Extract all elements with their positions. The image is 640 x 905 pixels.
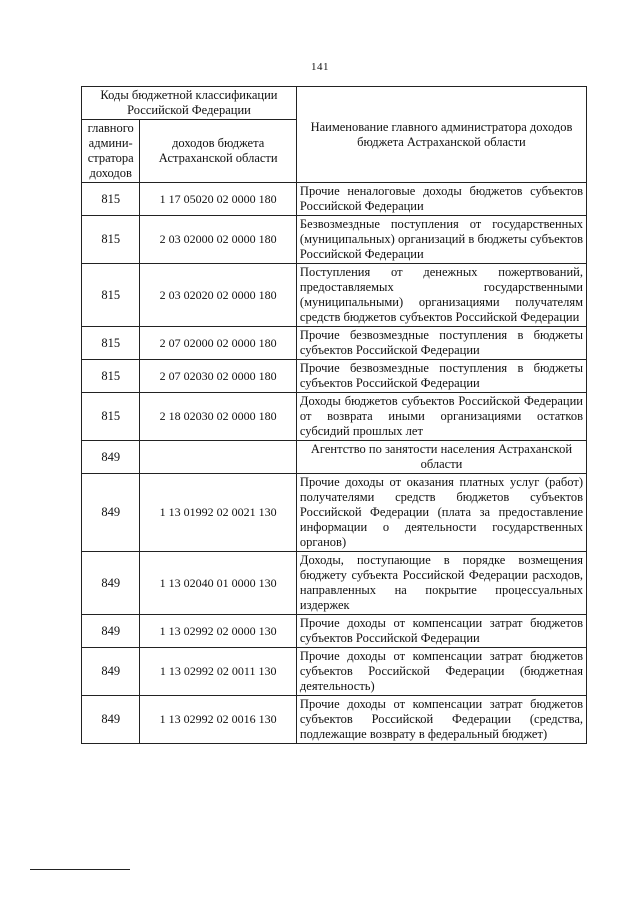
header-revenue-code: доходов бюджета Астраханской области xyxy=(140,120,297,183)
name-cell: Прочие доходы от компенсации затрат бюджетов субъектов Российской Федерации (средства, подлежащие возврату в федеральный бюджет) xyxy=(296,696,586,744)
name-cell: Прочие доходы от компенсации затрат бюджетов субъектов Российской Федерации xyxy=(296,615,586,648)
admin-code-cell: 815 xyxy=(82,327,140,360)
budget-classification-table xyxy=(81,86,587,744)
revenue-code-cell: 2 07 02000 02 0000 180 xyxy=(140,327,297,360)
admin-code-cell: 815 xyxy=(82,393,140,441)
admin-code-cell: 815 xyxy=(82,216,140,264)
footnote-rule xyxy=(30,869,130,870)
revenue-code-cell: 1 13 02040 01 0000 130 xyxy=(140,552,297,615)
name-cell: Безвозмездные поступления от государственных (муниципальных) организаций в бюджеты субъектов Российской Федерации xyxy=(296,216,586,264)
table-row xyxy=(82,264,587,327)
header-main-administrator: главного админи-стратора доходов xyxy=(82,120,140,183)
admin-code-cell: 849 xyxy=(82,615,140,648)
table-row xyxy=(82,552,587,615)
revenue-code-cell: 1 13 02992 02 0016 130 xyxy=(140,696,297,744)
revenue-code-cell: 2 03 02000 02 0000 180 xyxy=(140,216,297,264)
admin-code-cell: 815 xyxy=(82,360,140,393)
revenue-code-cell xyxy=(140,441,297,474)
table-row xyxy=(82,327,587,360)
name-cell: Прочие безвозмездные поступления в бюджеты субъектов Российской Федерации xyxy=(296,360,586,393)
table-row xyxy=(82,183,587,216)
revenue-code-cell: 1 17 05020 02 0000 180 xyxy=(140,183,297,216)
admin-code-cell: 815 xyxy=(82,183,140,216)
revenue-code-cell: 2 07 02030 02 0000 180 xyxy=(140,360,297,393)
admin-code-cell: 849 xyxy=(82,441,140,474)
table-row xyxy=(82,360,587,393)
table-row xyxy=(82,696,587,744)
revenue-code-cell: 1 13 01992 02 0021 130 xyxy=(140,474,297,552)
agency-name-cell: Агентство по занятости населения Астраханской области xyxy=(296,441,586,474)
revenue-code-cell: 1 13 02992 02 0000 130 xyxy=(140,615,297,648)
name-cell: Доходы, поступающие в порядке возмещения бюджету субъекта Российской Федерации расходов, направленных на покрытие процессуальных издержек xyxy=(296,552,586,615)
table-row xyxy=(82,474,587,552)
name-cell: Прочие доходы от оказания платных услуг (работ) получателями средств бюджетов субъектов Российской Федерации (плата за предоставление информации о деятельности государственных органов) xyxy=(296,474,586,552)
table-row xyxy=(82,615,587,648)
table-header xyxy=(82,87,587,183)
header-classification-codes: Коды бюджетной классификации Российской Федерации xyxy=(82,87,297,120)
table-row xyxy=(82,216,587,264)
revenue-code-cell: 2 03 02020 02 0000 180 xyxy=(140,264,297,327)
name-cell: Поступления от денежных пожертвований, предоставляемых государственными (муниципальными) организациями получателям средств бюджетов субъектов Российской Федерации xyxy=(296,264,586,327)
admin-code-cell: 815 xyxy=(82,264,140,327)
name-cell: Прочие доходы от компенсации затрат бюджетов субъектов Российской Федерации (бюджетная деятельность) xyxy=(296,648,586,696)
name-cell: Прочие неналоговые доходы бюджетов субъектов Российской Федерации xyxy=(296,183,586,216)
admin-code-cell: 849 xyxy=(82,474,140,552)
revenue-code-cell: 2 18 02030 02 0000 180 xyxy=(140,393,297,441)
table-body xyxy=(82,183,587,744)
header-administrator-name: Наименование главного администратора доходов бюджета Астраханской области xyxy=(296,87,586,183)
admin-code-cell: 849 xyxy=(82,552,140,615)
name-cell: Прочие безвозмездные поступления в бюджеты субъектов Российской Федерации xyxy=(296,327,586,360)
page-number: 141 xyxy=(311,61,329,73)
admin-code-cell: 849 xyxy=(82,696,140,744)
table-row xyxy=(82,393,587,441)
admin-code-cell: 849 xyxy=(82,648,140,696)
name-cell: Доходы бюджетов субъектов Российской Федерации от возврата иными организациями остатков субсидий прошлых лет xyxy=(296,393,586,441)
revenue-code-cell: 1 13 02992 02 0011 130 xyxy=(140,648,297,696)
table-row xyxy=(82,648,587,696)
table-row-agency-heading xyxy=(82,441,587,474)
